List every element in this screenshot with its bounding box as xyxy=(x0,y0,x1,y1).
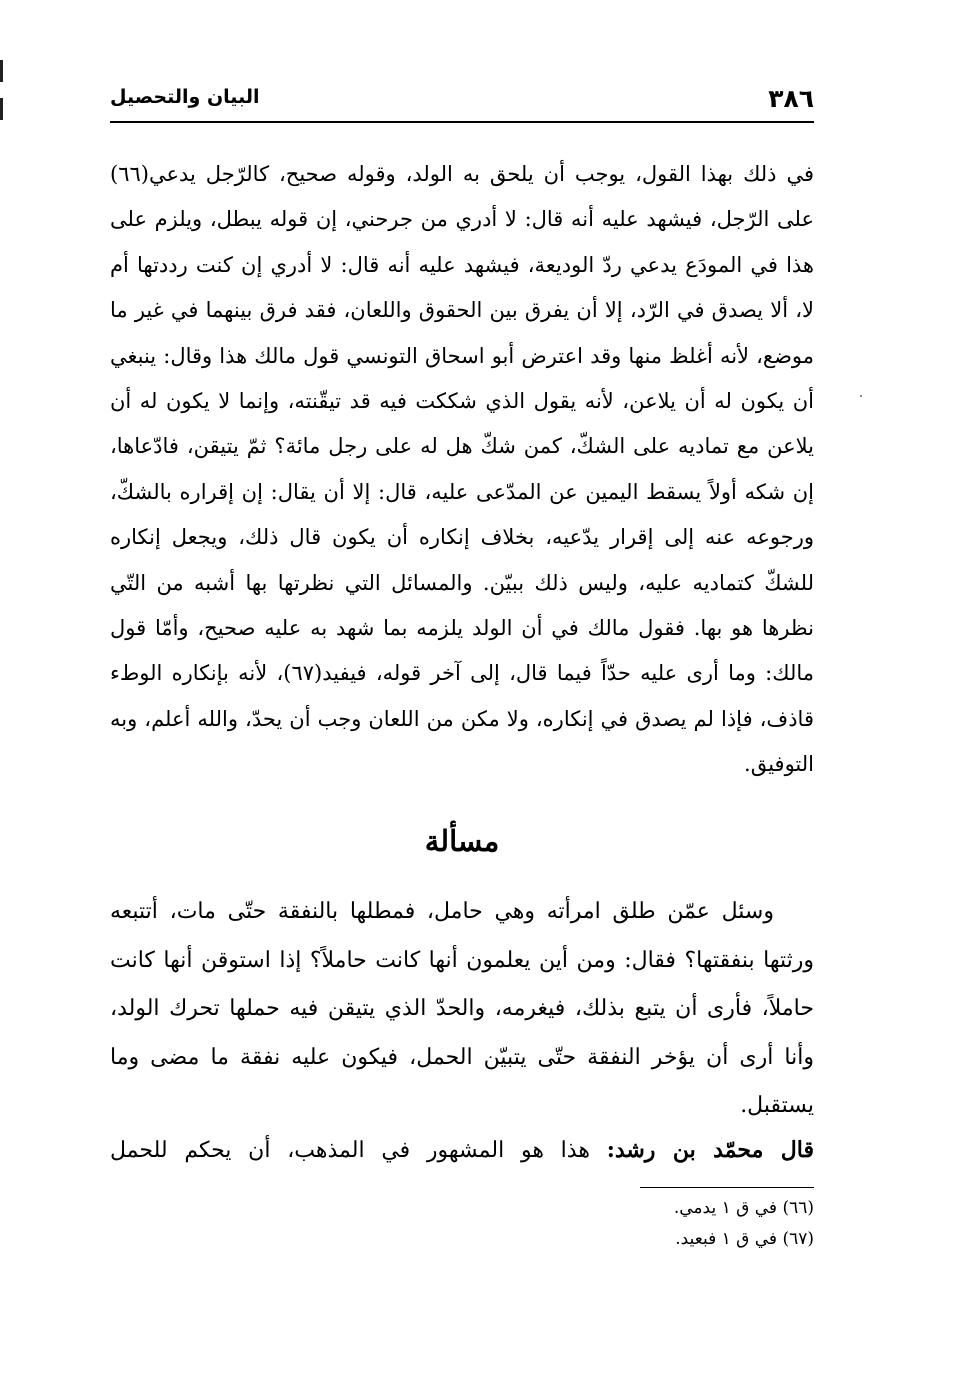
question-block xyxy=(110,888,814,1131)
section-heading: مسألة xyxy=(424,824,500,858)
scan-edge-mark xyxy=(0,60,3,82)
answer-text: هذا هو المشهور في المذهب، أن يحكم للحمل xyxy=(110,1138,590,1163)
body-text-block xyxy=(110,152,814,788)
running-title: البيان والتحصيل xyxy=(110,86,260,108)
question-paragraph: وسئل عمّن طلق امرأته وهي حامل، فمطلها بالنفقة حتّى مات، أتتبعه ورثتها بنفقتها؟ فقال: ومن أين يعلمون أنها كانت حاملاً؟ إذا استوقن أنها كانت حاملاً، فأرى أن يتبع بذلك، فيغرمه، والحدّ الذي يتيقن فيه حملها تحرك الولد، وأنا أرى أن يؤخر النفقة حتّى يتبيّن الحمل، فيكون عليه نفقة ما مضى وما يستقبل. xyxy=(110,899,814,1119)
answer-block xyxy=(110,1130,814,1171)
header-rule xyxy=(110,121,814,123)
body-paragraph: في ذلك بهذا القول، يوجب أن يلحق به الولد، وقوله صحيح، كالرّجل يدعي(٦٦) على الرّجل، فيشهد عليه أنه قال: لا أدري من جرحني، إن قوله يبطل، ويلزم على هذا في المودَع يدعي ردّ الوديعة، فيشهد عليه أنه قال: لا أدري إن كنت رددتها أم لا، ألا يصدق في الرّد، إلا أن يفرق بين الحقوق واللعان، فقد فرق بينهما في غير ما موضع، لأنه أغلظ منها وقد اعترض أبو اسحاق التونسي قول مالك هذا وقال: ينبغي أن يكون له أن يلاعن، لأنه يقول الذي شككت فيه قد تيقّنته، وإنما لا يكون له أن يلاعن مع تماديه على الشكّ، كمن شكّ هل له على رجل مائة؟ ثمّ يتيقن، فادّعاها، إن شكه أولاً يسقط اليمين عن المدّعى عليه، قال: إلا أن يقال: إن إقراره بالشكّ، ورجوعه عنه إلى إقرار يدّعيه، بخلاف إنكاره أن يكون قال ذلك، ويجعل إنكاره للشكّ كتماديه عليه، وليس ذلك ببيّن. والمسائل التي نظرتها بها أشبه من التّي نظرها هو بها. فقول مالك في أن الولد يلزمه بما شهد به عليه صحيح، وأمّا قول مالك: وما أرى عليه حدّاً فيما قال، إلى آخر قوله، فيفيد(٦٧)، لأنه بإنكاره الوطء قاذف، فإذا لم يصدق في إنكاره، ولا مكن من اللعان وجب أن يحدّ، والله أعلم، وبه التوفيق. xyxy=(110,162,814,777)
footnote-66: (٦٦) في ق ١ يدمي. xyxy=(673,1198,814,1218)
page-header xyxy=(110,84,814,124)
footnote-67: (٦٧) في ق ١ فبعيد. xyxy=(675,1229,814,1249)
scan-speck xyxy=(860,395,862,397)
scan-edge-mark xyxy=(0,98,3,120)
footnotes xyxy=(110,1193,814,1255)
answer-speaker: قال محمّد بن رشد: xyxy=(606,1137,814,1163)
page-number: ٣٨٦ xyxy=(768,84,814,113)
footnote-rule xyxy=(640,1187,814,1188)
